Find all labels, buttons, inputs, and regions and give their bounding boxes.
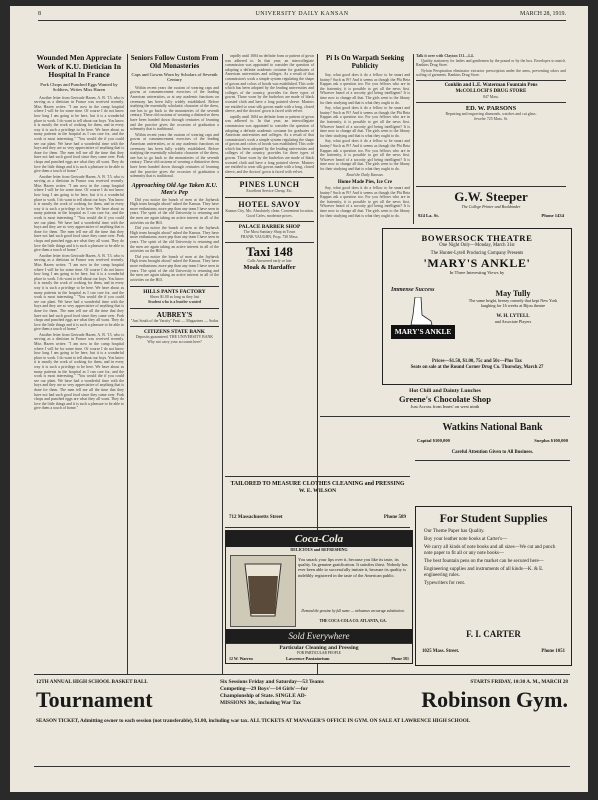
ad-pines-lunch (225, 177, 314, 194)
article-body: Say, what good does it do a fellow to be smart and brainy? Such as Pi? And it seems as though the Phi Beta Kappas ask a question too. For you fellows who are in the fraternity, it is possible to get all the news first. Whoever heard of a sorority girl being intelligent? It is time now to change all that. The girls went to the library for their studying and that is what they ought to do. (320, 106, 410, 138)
issue-date: MARCH 28, 1919. (519, 11, 566, 17)
ad-mccolloch (416, 80, 566, 100)
theatre-blurb: The same bright, breezy comedy that kept New York laughing for 16 weeks at Bijou theatre (468, 298, 558, 308)
glass-icon (231, 556, 295, 626)
column-rule (413, 54, 414, 224)
theatre-producer: W. H. LYTELL (496, 314, 530, 319)
theatre-price-line: Prices—$1.50, $1.00, 75c and 50c—Plus Tax (432, 359, 522, 364)
coke-sold: Sold Everywhere (226, 629, 412, 643)
ad-hotel-savoy (225, 197, 314, 218)
ad-citizens-bank (130, 326, 219, 344)
article-body: Another letter from Gertrude Hazen, A. B. '15, who is serving as a dietician in France was received recently. Miss Hazen writes: "I am now in the camp hospital where I will be for some time. Of course I do not know how long I am going to be here, but it is a wonderful place to work. I do want to tell about our boys. You know it is mostly the work of cooking for them, and in every way it is such a privilege to be here. We have about as many patients in the hospital as I can care for, and the work is most interesting." "You would die if you could see our plant. We have had a wonderful time with the boys and they are so very appreciative of anything that is done for them. The men tell me all the time that they have not had such good food since they came over. Pork chops and punched eggs are what they all want. They do love the little things and it is such a pleasure to be able to give them a touch of home." (34, 95, 124, 174)
subhead-seniors: Caps and Gowns Worn by Scholars of Seventh Century (131, 72, 218, 83)
tournament-title: Tournament (36, 687, 153, 712)
ad-phone: Phone 1434 (541, 213, 564, 218)
headline-old-age: Approaching Old Age Taken K.U. Men's Pep (131, 181, 218, 196)
lunch-line: Hot Chili and Dainty Lunches (409, 388, 481, 394)
theatre-prices (387, 359, 567, 370)
supplies-list (416, 525, 571, 593)
tournament-detail-line: Competing—29 Boys'—14 Girls'—for (220, 686, 308, 692)
ad-palace-barber (225, 221, 314, 239)
article-body: Did you notice the bunch of men at the Jayhawk High team brought about? asked the Kansas. They have more enthusiasm, more pep than any team I have seen in years. The spirit of the old University is returning and the men are again taking an active interest in all of the activities on the Hill. (130, 254, 219, 282)
theatre-seats-line: Seats on sale at the Round Corner Drug Co. Thursday, March 27 (410, 364, 544, 370)
tournament-line: 12TH ANNUAL HIGH SCHOOL BASKET BALL (36, 679, 148, 685)
ad-greenes (320, 386, 570, 417)
ad-aubreys (130, 308, 219, 324)
subhead-wounded-men: Pork Chops and Punched Eggs Wanted by Soldiers, Writes Miss Hazen (40, 81, 118, 93)
ad-line: FRANK VAUGHN, Prop. 730 Mass. (240, 234, 299, 239)
supplies-line: Buy your leather note books at Carter's— (424, 537, 508, 542)
bank-surplus: Surplus $100,000 (534, 438, 568, 443)
ad-home-made-pies: Home Made Pies, Ice Cre (337, 180, 393, 186)
ad-parsons (416, 102, 566, 122)
ad-clayton: Talk it over with Clayton 131—L4. (416, 54, 474, 58)
article-body: Within recent years the custom of wearing caps and gowns at commencement exercises of the leading American universities, or at any academic functions on ceremony has been fully widely established. Before studying the essentially scholastic character of the dress, one has to go back to the monasteries of the seventh century. These old customs of wearing a distinctive dress have been handed down through centuries of learning and the practice gives the occasion of graduation a solemnity that is traditional. (130, 132, 219, 179)
ad-title: Conklin and L.E. Waterman Fountain Pens (444, 82, 538, 88)
ad-line: Shoes $1.00 as long as they last (149, 295, 200, 300)
supplies-line: Typewriters for rent. (424, 581, 466, 586)
supplies-phone: Phone 1051 (541, 649, 565, 654)
tournament-footer: SEASON TICKET, Admitting owner to each session (not transferable), $1.00, including war tax. ALL TICKETS AT MANAGER'S OFFICE IN GYM. ON SALE AT LAWRENCE HIGH SCHOOL (36, 718, 471, 724)
tournament-detail-line: Championship of State. SINGLE AD- (220, 693, 307, 699)
column-1 (34, 54, 124, 674)
shop-title: Greene's Chocolate Shop (399, 394, 491, 404)
supplies-address: 1025 Mass. Street. (422, 649, 460, 654)
ad-title: G.W. Steeper (454, 189, 528, 204)
ad-title: HILLS PANTS FACTORY (143, 289, 206, 296)
ad-title: HOTEL SAVOY (238, 200, 301, 210)
tournament-detail-line: Six Sessions Friday and Saturday—53 Teams (220, 679, 324, 685)
supplies-line: Engineering supplies and instruments of all kinds—K. & E. engineering rules. (424, 567, 544, 578)
article-body: rapidly until 1684 no definite form or pattern of gown was adhered to. In that year, an intercollegiate commission was appointed to consider the question of adopting a definite academic costume for graduates of American universities and colleges. As a result of that commission's work a simple system regulating the shape of gowns and colors of hoods was established. This code which has been adopted by the leading universities and colleges of the country, provides for three types of gowns. Those worn by the bachelors are made of black worsted cloth and have a long pointed sleeve. Masters are entitled to wear silk gowns made with a long, closed sleeve, and the doctors' gown is faced with velvet. (225, 114, 314, 174)
newspaper-title: UNIVERSITY DAILY KANSAN (255, 11, 349, 17)
cleaning-sub: FOR PARTICULAR PEOPLE (297, 651, 341, 655)
ad-title: PINES LUNCH (239, 180, 300, 190)
bottom-rule (34, 766, 570, 767)
coke-glass-illustration (230, 555, 296, 627)
ad-line: Repairing and engraving diamonds, watches and cut glass. (445, 111, 537, 116)
theatre-show: 'MARY'S ANKLE' (423, 256, 531, 270)
cleaning-address: 12 W. Warren (229, 656, 253, 661)
supplies-line: Our Theme Paper has Quality. (424, 529, 485, 534)
article-body: Say, what good does it do a fellow to be smart and brainy? Such as Pi? And it seems as though the Phi Beta Kappas ask a question too. For you fellows who are in the fraternity, it is possible to get all the news first. Whoever heard of a sorority girl being intelligent? It is time now to change all that. The girls went to the library for their studying and that is what they ought to do. (320, 186, 410, 218)
supplies-title: For Student Supplies (439, 511, 548, 525)
ad-title: AUBREY'S (156, 310, 193, 319)
ad-line: The College Printer and Bookbinder (461, 204, 521, 209)
mary-ankle-logo (391, 287, 455, 345)
ad-title: Taxi 148 (246, 244, 293, 260)
headline-pi: Pi Is On Warpath Seeking Publicity (325, 54, 405, 70)
ad-tailor (225, 476, 410, 528)
article-body: Quality stationery for ladies and gentlemen by the pound or by the box. Envelopes to match. Rankins Drug Store. (416, 58, 566, 68)
ad-pantatorium (226, 643, 412, 664)
column-3 (225, 54, 314, 474)
ad-title: CITIZENS STATE BANK (144, 329, 205, 336)
ad-line: Deposits guaranteed. THE UNIVERSITY BANK (135, 335, 214, 340)
ad-steeper (416, 186, 566, 221)
supplies-line: We carry all kinds of note books and all sizes—We cut and punch note paper to fit all or any note books— (424, 545, 556, 556)
headline-wounded-men: Wounded Men Appreciate Work of K.U. Dietician In Hospital In France (36, 54, 122, 80)
theatre-presents: The Hunter-Lytell Producing Company Presents (430, 251, 524, 256)
supplies-line: The best fountain pens on the market can be secured here— (424, 559, 544, 564)
column-2 (130, 54, 219, 674)
ad-coca-cola (225, 530, 413, 664)
tournament-venue: Robinson Gym. (421, 687, 568, 712)
theatre-author: May Tully (495, 289, 531, 298)
ad-address: 712 Massachusetts Street (229, 515, 283, 520)
tournament-top-rule (34, 674, 570, 675)
logo-title: MARY'S ANKLE (391, 325, 455, 339)
bank-title: Watkins National Bank (442, 422, 543, 433)
ad-line: Moak & Hardaffer (243, 264, 296, 271)
ad-student-supplies (415, 506, 572, 666)
ad-line: Why not carry your accounts here? (147, 339, 202, 344)
article-body: Another letter from Gertrude Hazen, A. B. '15, who is serving as a dietician in France was received recently. Miss Hazen writes: "I am now in the camp hospital where I will be for some time. Of course I do not know how long I am going to be here, but it is a wonderful place to work. I do want to tell about our boys. You know it is mostly the work of cooking for them, and in every way it is such a privilege to be here. We have about as many patients in the hospital as I can care for, and the work is most interesting." "You would die if you could see our plant. We have had a wonderful time with the boys and they are so very appreciative of anything that is done for them. The men tell me all the time that they have not had such good food since they came over. Pork chops and punched eggs are what they all want. They do love the little things and it is such a pleasure to be able to give them a touch of home." (34, 253, 124, 332)
logo-line: Immense Success (391, 287, 435, 293)
ad-name: W. E. WILSON (298, 487, 337, 494)
coke-body: You smack your lips over it, because you like its taste, its quality. Its genuine gratification. It satisfies thirst. Nobody has ever been able to successfully imitate it, because its quality is indelibly registered in the taste of the American public. (298, 557, 408, 578)
theatre-date: One Night Only—Monday, March 31st (439, 243, 515, 248)
coke-tag: DELICIOUS and REFRESHING (290, 547, 348, 552)
ad-title: ED. W. PARSONS (465, 104, 517, 112)
tournament-detail-line: MISSIONS 30c, including War Tax (220, 700, 301, 706)
cleaning-title: Particular Cleaning and Pressing (279, 645, 359, 651)
bank-attention: Careful Attention Given to All Business. (451, 450, 534, 455)
ad-address: 847 Mass. (483, 94, 499, 99)
ad-hills-pants (130, 286, 219, 304)
ad-line: The Most Sanitary Shop in Town (243, 230, 296, 235)
article-body: Did you notice the bunch of men at the Jayhawk High team brought about? asked the Kansas. They have more enthusiasm, more pep than any team I have seen in years. The spirit of the old University is returning and the men are again taking an active interest in all of the activities on the Hill. (130, 197, 219, 225)
ad-title: TAILORED TO MEASURE CLOTHES CLEANING and PRESSING (230, 481, 405, 487)
tournament-details (220, 679, 390, 707)
page-number: 8 (38, 11, 41, 17)
ad-phone: Phone 589 (383, 515, 406, 520)
bank-capital: Capital $100,000 (417, 438, 450, 443)
column-rule (222, 54, 223, 674)
ad-line: Student who is a hustler wanted (147, 299, 201, 304)
coke-maker: THE COCA-COLA CO. ATLANTA, GA. (319, 619, 387, 623)
ankle-icon (401, 297, 437, 327)
article-body: Say, what good does it do a fellow to be smart and brainy? Such as Pi? And it seems as though the Phi Beta Kappas ask a question too. For you fellows who are in the fraternity, it is possible to get all the news first. Whoever heard of a sorority girl being intelligent? It is time now to change all that. The girls went to the library for their studying and that is what they ought to do. (320, 73, 410, 105)
ad-taxi (225, 242, 314, 271)
article-body: rapidly until 1684 no definite form or pattern of gown was adhered to. In that year, an intercollegiate commission was appointed to consider the question of adopting a definite academic costume for graduates of American universities and colleges. As a result of that commission's work a simple system regulating the shape of gowns and colors of hoods was established. This code which has been adopted by the leading universities and colleges of the country, provides for three types of gowns. Those worn by the bachelors are made of black worsted cloth and have a long pointed sleeve. Masters are entitled to wear silk gowns made with a long, closed sleeve, and the doctors' gown is faced with velvet. (225, 54, 314, 114)
article-body: Nyloin Perspiration eliminator extractor prescription under the arms, preventing odors and soiling of garments. Rankins Drug Store. (416, 68, 566, 78)
tournament-start: STARTS FRIDAY, 10:30 A. M., MARCH 28 (470, 679, 568, 685)
ad-title: PALACE BARBER SHOP (238, 224, 301, 231)
ad-address: Jeweler 725 Mass. St. (473, 116, 509, 121)
cleaning-phone: Phone 581 (391, 656, 409, 661)
column-rule (127, 54, 128, 674)
coke-note: Demand the genuine by full name — nicknames encourage substitution. (301, 609, 405, 613)
newspaper-page (10, 6, 588, 792)
ad-line: "Just South of the Varsity" Fruit — Magazines — Sodas (130, 318, 219, 323)
theatre-producer-2: and Associate Players (494, 319, 532, 324)
ad-line: Calls Answered early or late (247, 259, 292, 264)
ad-tournament (34, 678, 570, 758)
article-body: Did you notice the bunch of men at the Jayhawk High team brought about? asked the Kansas. They have more enthusiasm, more pep than any team I have seen in years. The spirit of the old University is returning and the men are again taking an active interest in all of the activities on the Hill. (130, 226, 219, 254)
theatre-info (463, 289, 563, 324)
ad-watkins-bank (415, 420, 570, 461)
article-body: Within recent years the custom of wearing caps and gowns at commencement exercises of the leading American universities, or at any academic functions on ceremony has been fully widely established. Before studying the essentially scholastic character of the dress, one has to go back to the monasteries of the seventh century. These old customs of wearing a distinctive dress have been handed down through centuries of learning and the practice gives the occasion of graduation a solemnity that is traditional. (130, 85, 219, 132)
article-body: Another letter from Gertrude Hazen, A. B. '15, who is serving as a dietician in France was received recently. Miss Hazen writes: "I am now in the camp hospital where I will be for some time. Of course I do not know how long I am going to be here, but it is a wonderful place to work. I do want to tell about our boys. You know it is mostly the work of cooking for them, and in every way it is such a privilege to be here. We have about as many patients in the hospital as I can care for, and the work is most interesting." "You would die if you could see our plant. We have had a wonderful time with the boys and they are so very appreciative of anything that is done for them. The men tell me all the time that they have not had such good food since they came over. Pork chops and punched eggs are what they all want. They do love the little things and it is such a pleasure to be able to give them a touch of home." (34, 332, 124, 411)
article-body: Another letter from Gertrude Hazen, A. B. '15, who is serving as a dietician in France was received recently. Miss Hazen writes: "I am now in the camp hospital where I will be for some time. Of course I do not know how long I am going to be here, but it is a wonderful place to work. I do want to tell about our boys. You know it is mostly the work of cooking for them, and in every way it is such a privilege to be here. We have about as many patients in the hospital as I can care for, and the work is most interesting." "You would die if you could see our plant. We have had a wonderful time with the boys and they are so very appreciative of anything that is done for them. The men tell me all the time that they have not had such good food since they came over. Pork chops and punched eggs are what they all want. They do love the little things and it is such a pleasure to be able to give them a touch of home." (34, 174, 124, 253)
masthead-rule (38, 20, 566, 21)
theatre-acts: In Three Interesting Views by (449, 270, 505, 275)
shop-sub: Just Across from Innes' on west ninth (410, 404, 480, 409)
theatre-title: BOWERSOCK THEATRE (421, 233, 533, 243)
ad-bowersock-theatre (382, 228, 572, 385)
masthead (38, 11, 566, 19)
ad-title: McCOLLOCH'S DRUG STORE (455, 88, 527, 94)
ad-line: Kansas City, Mo. Absolutely clean. Convenient location. Good Cafes, moderate prices. (225, 209, 314, 218)
coke-logo: Coca-Cola (226, 531, 412, 547)
cleaning-name: Lawrence Pantatorium (286, 656, 330, 661)
headline-seniors: Seniors Follow Custom From Old Monasteries (130, 54, 219, 70)
article-body: Say, what good does it do a fellow to be smart and brainy? Such as Pi? And it seems as though the Phi Beta Kappas ask a question too. For you fellows who are in the fraternity, it is possible to get all the news first. Whoever heard of a sorority girl being intelligent? It is time now to change all that. The girls went to the library for their studying and that is what they ought to do. (320, 139, 410, 171)
supplies-name: F. I. CARTER (466, 629, 521, 639)
ad-address: 924 La. St. (418, 213, 439, 218)
read-kansan-note: Read the Daily Kansan. (346, 173, 384, 178)
ad-line: Excellent Service Cheap, Etc. (246, 189, 293, 194)
